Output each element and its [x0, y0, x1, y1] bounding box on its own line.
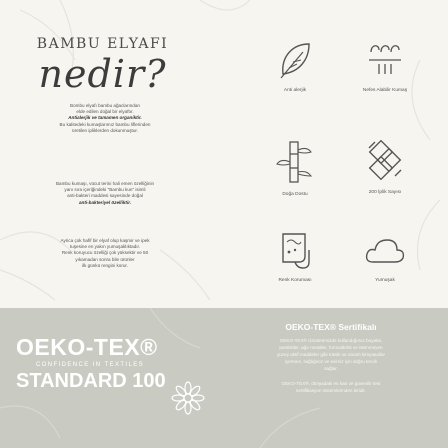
oeko-flower-icon	[170, 380, 206, 416]
certificate-paragraph-2	[236, 380, 426, 394]
feature-thread-count	[340, 136, 430, 195]
paragraph-softness	[22, 238, 188, 269]
cert-line: sertifikasyon sistemlerinden biridir.	[296, 388, 366, 393]
title-small: BAMBU ELYAFI	[36, 36, 169, 52]
certificate-info	[236, 322, 426, 394]
feature-label: Nefes Alabilir Kumaş	[362, 88, 408, 93]
para-line: ilk günkü rengini korur.	[82, 262, 128, 268]
para-line: yıkamadan sonra bile ürünler	[75, 256, 135, 262]
knot-icon	[363, 136, 407, 184]
bamboo-description	[0, 0, 205, 308]
paragraph-intro	[22, 103, 188, 134]
color-protect-icon	[275, 228, 315, 272]
certificate-title: OEKO-TEX® Sertifikalı	[285, 322, 377, 332]
cert-line: içermez, sağlığınız ve evimiz için doğru tercih	[284, 359, 378, 364]
para-line: Renk koruyucu özelliği çok yüksektir ve 50	[61, 250, 149, 256]
feature-label: Anti alerjik	[283, 88, 307, 93]
para-line: Bu kalitedeki kumaşlarımız bambu liflerinden	[59, 121, 151, 127]
feature-breathable	[340, 38, 430, 93]
cert-line: sağlar.	[324, 366, 338, 371]
para-line: Ayrica çok hafif bir elyaf olup kaşmir ve ipek	[60, 238, 150, 243]
oeko-logo-tagline: CONFIDENCE IN TEXTILES	[36, 362, 145, 368]
para-line: tuşesine en yakın yumuşaklıktadır.	[69, 244, 141, 250]
feature-color-protection	[250, 228, 340, 283]
feature-eco-friendly	[250, 138, 340, 197]
feature-label: Doğa Dostu	[282, 192, 308, 197]
para-line: Antialerjik ve tamamen organiktir.	[68, 115, 142, 121]
para-line: Bambu kumaşı, vücut terini hali emen özelliğinin	[55, 181, 155, 186]
title-large: nedir?	[38, 52, 167, 96]
leaf-icon	[275, 38, 315, 82]
breathable-fabric-icon	[365, 38, 405, 82]
cert-line: pestisitler, ağır metaller, formaldehit ve istenmeyen	[279, 345, 383, 350]
oeko-logo-title: OEKO-TEX®	[16, 334, 158, 360]
paragraph-antibacterial	[22, 181, 188, 206]
cert-line: yüzey aktif maddeler gibi toksik ve zararlı kimyasallar	[277, 352, 385, 357]
feature-soft	[340, 232, 430, 283]
feature-anti-allergic	[250, 38, 340, 93]
para-line: Bombu elyafı bambu ağaclarından	[70, 103, 140, 108]
bamboo-icon	[275, 138, 315, 186]
para-line: elde edilen doğal bir elyaftır.	[76, 109, 134, 115]
cloud-icon	[363, 232, 407, 272]
cert-line: OEKO-TEX® Ürünlerimizde kullandığımız boyalar,	[279, 338, 383, 343]
feature-label: Renk Koruması	[278, 278, 312, 283]
para-line: yanı sıra içeriğindeki "Bambu kun" isimli	[64, 187, 146, 193]
feature-label: Yumuşak	[375, 278, 395, 283]
cert-line: OEKO-TEX®, dünyadaki en katı ve güvenilir test	[281, 381, 381, 386]
para-line: anti-bakteriyel özelliktir.	[78, 199, 132, 205]
para-line: üretilen ipliklerden dokunmuştur.	[72, 127, 138, 133]
feature-label: 200 İplik Sayısı	[368, 190, 402, 195]
oeko-logo-standard: STANDARD 100	[16, 370, 166, 392]
para-line: anti-bakteri maddesi sayesinde doğal	[67, 193, 143, 199]
certificate-paragraph-1	[236, 337, 426, 372]
